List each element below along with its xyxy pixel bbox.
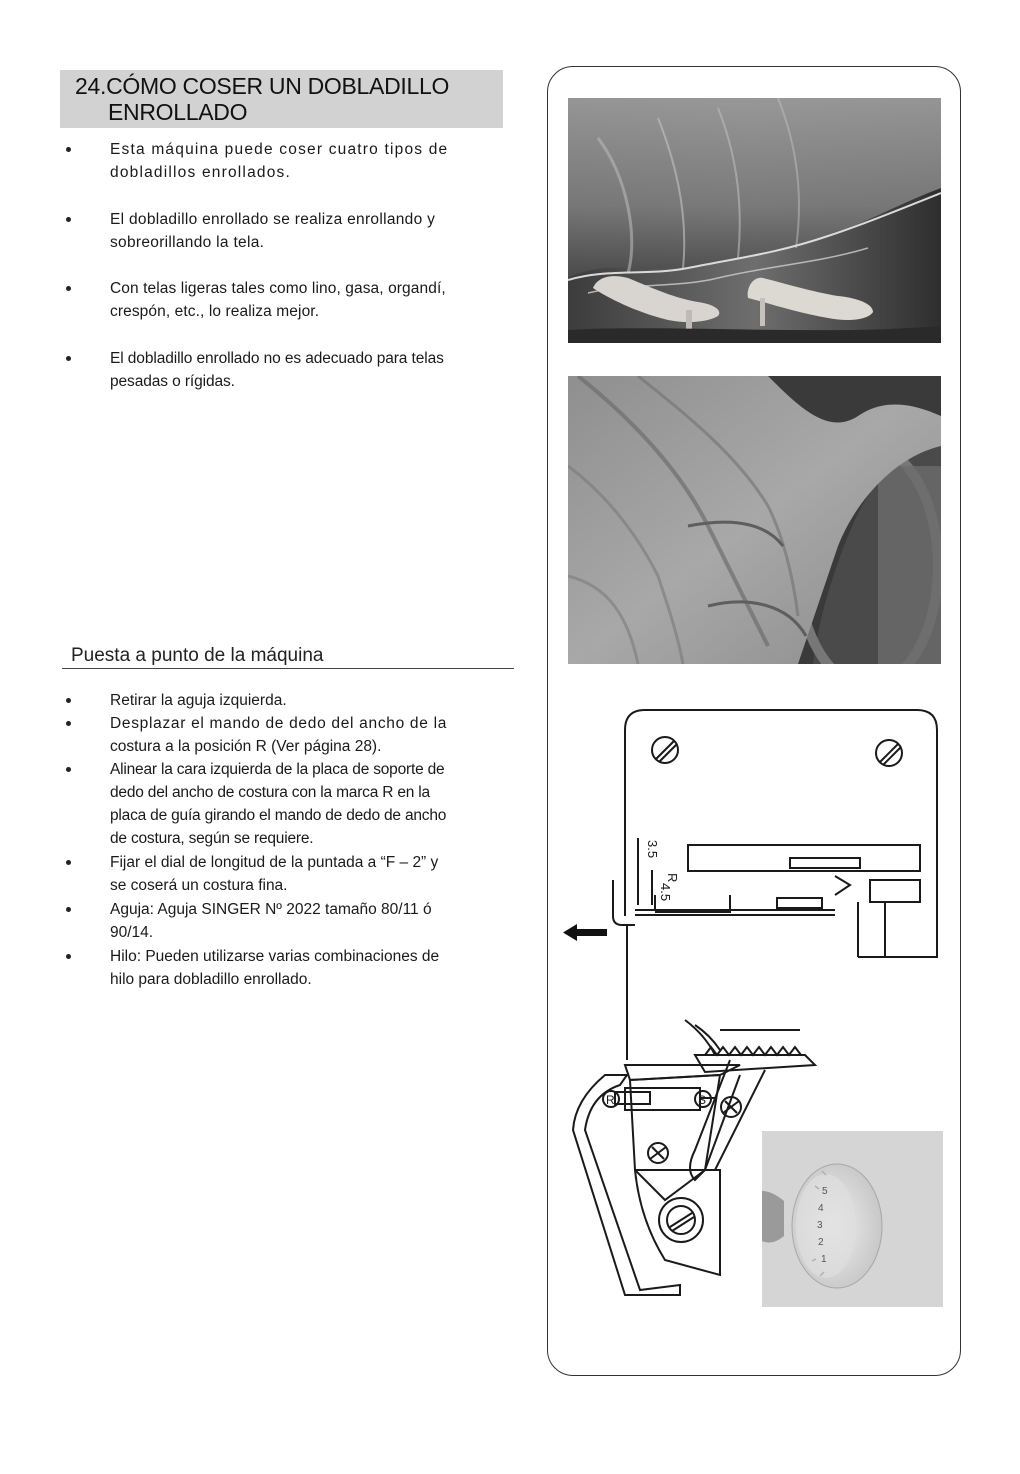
section-title-line1: 24.CÓMO COSER UN DOBLADILLO: [75, 73, 450, 99]
mark-4-5-label: 4.5: [658, 883, 673, 902]
list-item-text: dobladillos enrollados.: [110, 164, 291, 181]
bullet-icon: [66, 860, 71, 865]
list-item-text: Con telas ligeras tales como lino, gasa, organdí,: [110, 280, 446, 297]
list-item-text: dedo del ancho de costura con la marca R en la: [110, 784, 430, 801]
list-item-text: Retirar la aguja izquierda.: [110, 692, 287, 709]
list-item-text: Aguja: Aguja SINGER Nº 2022 tamaño 80/11 ó: [110, 901, 432, 918]
bullet-icon: [66, 217, 71, 222]
list-item-text: Esta máquina puede coser cuatro tipos de: [110, 141, 449, 158]
dial-mark: 4: [818, 1203, 824, 1214]
heading-underline: [62, 668, 514, 669]
bullet-icon: [66, 907, 71, 912]
bullet-icon: [66, 698, 71, 703]
section-title-box: [60, 70, 503, 128]
stitch-dial-photo: [762, 1131, 943, 1307]
dial-mark: 3: [817, 1220, 823, 1231]
mark-3-5-label: 3.5: [645, 840, 660, 859]
list-item-text: hilo para dobladillo enrollado.: [110, 971, 312, 988]
bullet-icon: [66, 954, 71, 959]
list-item-text: Fijar el dial de longitud de la puntada a “F – 2” y: [110, 854, 439, 871]
list-item-text: placa de guía girando el mando de dedo de ancho: [110, 807, 447, 824]
bullet-icon: [66, 286, 71, 291]
list-item-text: sobreorillando la tela.: [110, 234, 265, 251]
dial-mark: 2: [818, 1237, 824, 1248]
fabric-folds-photo: [568, 376, 941, 664]
dial-mark: 5: [822, 1186, 828, 1197]
list-item-text: Alinear la cara izquierda de la placa de soporte de: [110, 761, 445, 778]
list-item-text: Desplazar el mando de dedo del ancho de la: [110, 715, 448, 732]
setup-heading: Puesta a punto de la máquina: [71, 645, 324, 666]
list-item-text: El dobladillo enrollado no es adecuado para telas: [110, 350, 444, 367]
bullet-icon: [66, 147, 71, 152]
section-title-line2: ENROLLADO: [108, 99, 248, 125]
list-item-text: El dobladillo enrollado se realiza enrollando y: [110, 211, 436, 228]
dress-hem-photo: [568, 98, 941, 343]
list-item-text: de costura, según se requiere.: [110, 830, 314, 847]
bullet-icon: [66, 721, 71, 726]
list-item-text: 90/14.: [110, 924, 154, 941]
list-item-text: costura a la posición R (Ver página 28).: [110, 738, 382, 755]
list-item-text: se coserá un costura fina.: [110, 877, 288, 894]
position-s-label: S: [698, 1093, 707, 1107]
bullet-icon: [66, 356, 71, 361]
list-item-text: crespón, etc., lo realiza mejor.: [110, 303, 320, 320]
mark-r-label: R: [665, 873, 680, 883]
dial-mark: 1: [821, 1254, 827, 1265]
bullet-icon: [66, 767, 71, 772]
left-arrow-icon: [563, 924, 607, 941]
list-item-text: Hilo: Pueden utilizarse varias combinaciones de: [110, 948, 440, 965]
list-item-text: pesadas o rígidas.: [110, 373, 235, 390]
position-r-label: R: [606, 1093, 615, 1107]
